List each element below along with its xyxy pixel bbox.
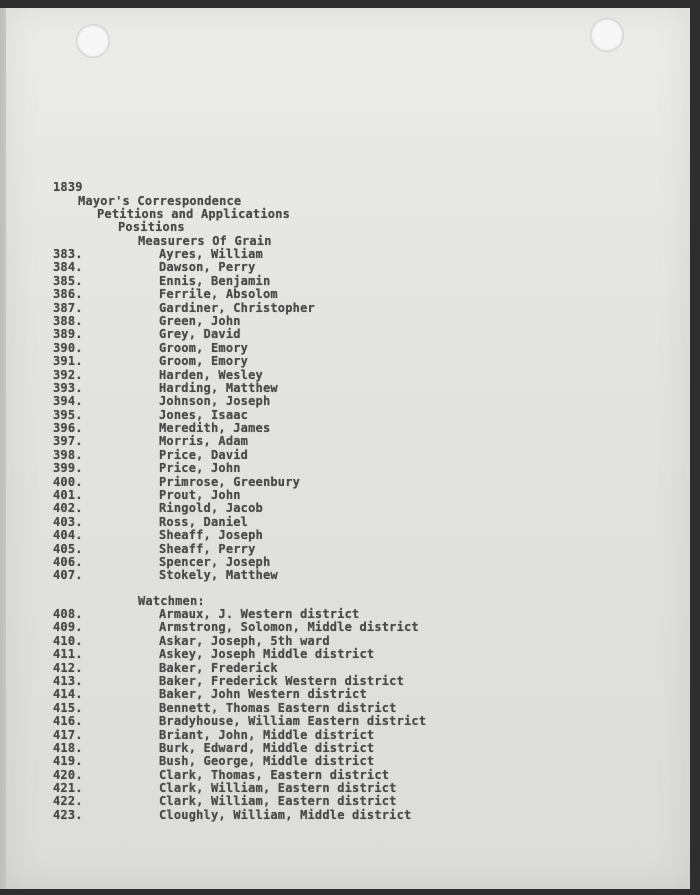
entry-name: Grey, David [159, 327, 241, 342]
list-entry [53, 569, 473, 582]
entry-name: Ross, Daniel [159, 514, 249, 529]
list-entry [53, 435, 473, 448]
entry-number: 419. [53, 754, 83, 769]
entry-name: Baker, John Western district [159, 687, 367, 702]
list-entry [53, 369, 473, 382]
entry-number: 421. [53, 781, 83, 796]
entry-number: 420. [53, 767, 83, 782]
entry-number: 383. [53, 247, 83, 261]
entry-name: Clark, William, Eastern district [159, 794, 397, 809]
entry-name: Bradyhouse, William Eastern district [159, 714, 427, 729]
entry-number: 400. [53, 474, 83, 489]
entry-name: Groom, Emory [159, 340, 249, 355]
list-entry [53, 502, 473, 515]
entry-number: 393. [53, 380, 83, 395]
list-entry [53, 529, 473, 542]
entry-name: Harden, Wesley [159, 367, 263, 382]
entry-name: Burk, Edward, Middle district [159, 740, 375, 755]
entry-number: 409. [53, 620, 83, 635]
entry-number: 395. [53, 407, 83, 422]
entry-name: Price, David [159, 447, 249, 462]
list-entry [53, 248, 473, 261]
entry-number: 417. [53, 727, 83, 742]
list-entry [53, 355, 473, 368]
entry-name: Jones, Isaac [159, 407, 249, 422]
list-entry [53, 809, 473, 822]
entry-name: Cloughly, William, Middle district [159, 807, 412, 822]
punch-hole-right-icon [590, 18, 624, 52]
document-year: 1839 [53, 180, 83, 194]
entry-number: 403. [53, 514, 83, 529]
entry-number: 391. [53, 354, 83, 369]
entry-name: Bush, George, Middle district [159, 754, 375, 769]
entry-number: 404. [53, 528, 83, 543]
entry-number: 401. [53, 488, 83, 503]
entry-number: 387. [53, 300, 83, 315]
watchmen-list [53, 608, 473, 822]
list-entry [53, 543, 473, 556]
list-entry [53, 729, 473, 742]
list-entry [53, 302, 473, 315]
entry-name: Clark, Thomas, Eastern district [159, 767, 390, 782]
entry-name: Dawson, Perry [159, 260, 256, 275]
entry-name: Ringold, Jacob [159, 501, 263, 516]
list-entry [53, 288, 473, 301]
list-entry [53, 328, 473, 341]
entry-number: 384. [53, 260, 83, 275]
entry-number: 406. [53, 554, 83, 569]
watchmen-heading: Watchmen: [138, 594, 205, 608]
entry-name: Ennis, Benjamin [159, 273, 271, 288]
list-entry [53, 795, 473, 808]
entry-number: 398. [53, 447, 83, 462]
entry-name: Askar, Joseph, 5th ward [159, 633, 330, 648]
list-entry [53, 755, 473, 768]
entry-name: Morris, Adam [159, 434, 249, 449]
entry-name: Price, John [159, 461, 241, 476]
list-entry [53, 516, 473, 529]
entry-name: Groom, Emory [159, 354, 249, 369]
list-entry [53, 688, 473, 701]
entry-number: 394. [53, 394, 83, 409]
entry-name: Prout, John [159, 488, 241, 503]
entry-name: Baker, Frederick Western district [159, 673, 405, 688]
list-entry [53, 489, 473, 502]
list-entry [53, 476, 473, 489]
list-entry [53, 662, 473, 675]
entry-name: Green, John [159, 313, 241, 328]
list-entry [53, 395, 473, 408]
entry-number: 405. [53, 541, 83, 556]
list-entry [53, 315, 473, 328]
entry-name: Spencer, Joseph [159, 554, 271, 569]
entry-name: Armaux, J. Western district [159, 607, 360, 621]
list-entry [53, 462, 473, 475]
entry-number: 412. [53, 660, 83, 675]
list-entry [53, 648, 473, 661]
list-entry [53, 556, 473, 569]
list-entry [53, 715, 473, 728]
entry-number: 397. [53, 434, 83, 449]
entry-number: 422. [53, 794, 83, 809]
entry-number: 416. [53, 714, 83, 729]
punch-hole-left-icon [76, 24, 110, 58]
subseries-heading: Positions [118, 220, 185, 234]
category-heading: Measurers Of Grain [138, 234, 272, 248]
entry-name: Clark, William, Eastern district [159, 781, 397, 796]
entry-name: Ferrile, Absolom [159, 287, 278, 302]
entry-number: 402. [53, 501, 83, 516]
entry-number: 415. [53, 700, 83, 715]
entry-name: Baker, Frederick [159, 660, 278, 675]
entry-number: 408. [53, 607, 83, 621]
entry-name: Harding, Matthew [159, 380, 278, 395]
entry-name: Askey, Joseph Middle district [159, 647, 375, 662]
list-entry [53, 449, 473, 462]
entry-name: Bennett, Thomas Eastern district [159, 700, 397, 715]
collection-heading: Mayor's Correspondence [78, 194, 242, 208]
entry-number: 388. [53, 313, 83, 328]
series-heading: Petitions and Applications [97, 207, 291, 221]
entry-name: Gardiner, Christopher [159, 300, 315, 315]
list-entry [53, 422, 473, 435]
entry-name: Meredith, James [159, 421, 271, 436]
list-entry [53, 261, 473, 274]
list-entry [53, 342, 473, 355]
entry-number: 418. [53, 740, 83, 755]
entry-name: Armstrong, Solomon, Middle district [159, 620, 419, 635]
entry-number: 407. [53, 568, 83, 583]
entry-name: Primrose, Greenbury [159, 474, 301, 489]
entry-number: 386. [53, 287, 83, 302]
entry-number: 423. [53, 807, 83, 822]
list-entry [53, 382, 473, 395]
entry-name: Sheaff, Perry [159, 541, 256, 556]
entry-name: Ayres, William [159, 247, 263, 261]
entry-name: Sheaff, Joseph [159, 528, 263, 543]
entry-name: Johnson, Joseph [159, 394, 271, 409]
measurers-list [53, 248, 473, 583]
entry-number: 396. [53, 421, 83, 436]
entry-number: 411. [53, 647, 83, 662]
entry-number: 414. [53, 687, 83, 702]
entry-number: 413. [53, 673, 83, 688]
list-entry [53, 621, 473, 634]
entry-name: Briant, John, Middle district [159, 727, 375, 742]
entry-number: 410. [53, 633, 83, 648]
entry-number: 399. [53, 461, 83, 476]
entry-number: 390. [53, 340, 83, 355]
entry-name: Stokely, Matthew [159, 568, 278, 583]
entry-number: 389. [53, 327, 83, 342]
entry-number: 392. [53, 367, 83, 382]
entry-number: 385. [53, 273, 83, 288]
